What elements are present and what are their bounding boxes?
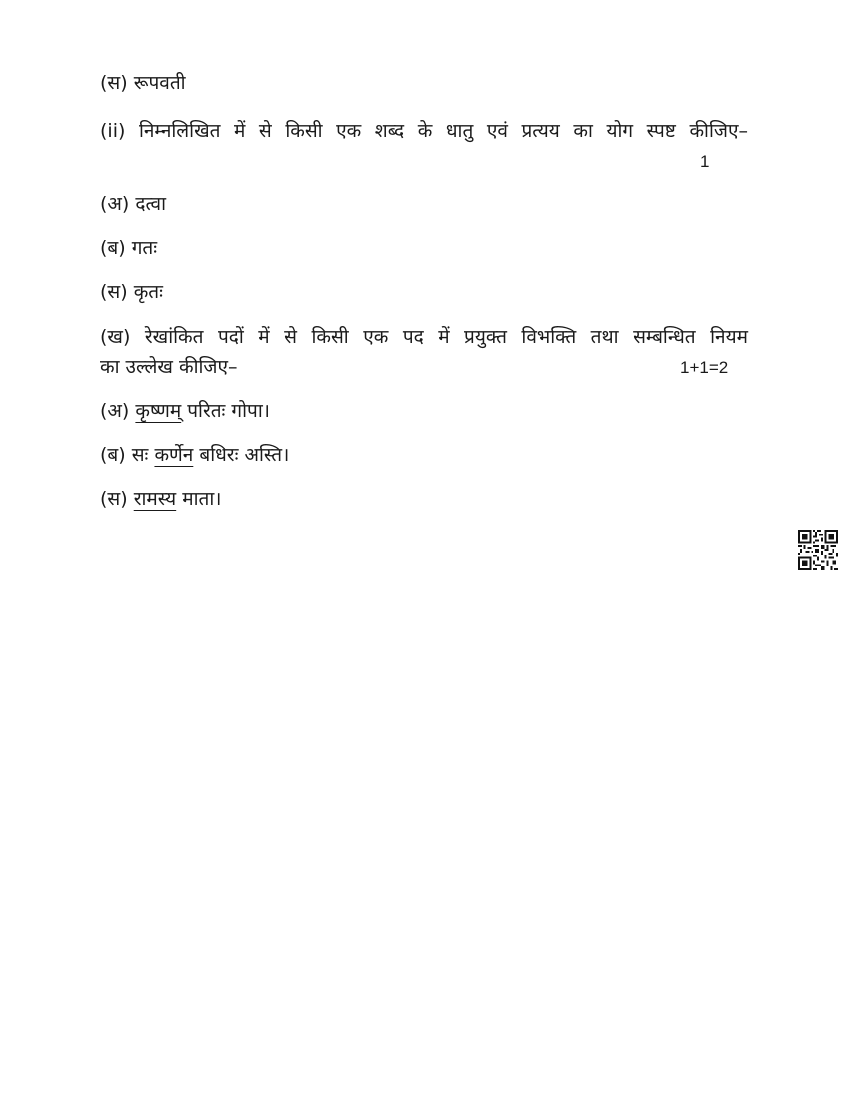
option-s-ramasya: [100, 487, 221, 511]
option-b-karnena: [100, 443, 289, 467]
option-s-rupavati: (स) रूपवती: [100, 72, 186, 94]
option-s-kritah: (स) कृतः: [100, 281, 163, 303]
question-ii: [100, 116, 748, 146]
option-a-prefix: (अ): [100, 400, 136, 422]
option-s-prefix: (स): [100, 488, 134, 510]
question-kha-text-line2: का उल्लेख कीजिए–: [100, 356, 238, 378]
question-ii-text: निम्नलिखित में से किसी एक शब्द के धातु एवं प्रत्यय का योग स्पष्ट कीजिए–: [138, 120, 749, 142]
option-b-prefix: (ब) सः: [100, 444, 155, 466]
option-a-datva: (अ) दत्वा: [100, 193, 166, 215]
underlined-word-krishnam: कृष्णम्: [135, 400, 182, 422]
question-ii-label: (ii): [100, 120, 126, 142]
option-b-gatah: (ब) गतः: [100, 237, 158, 259]
question-kha-label: (ख): [100, 326, 131, 348]
option-a-rest: परितः गोपा।: [181, 400, 270, 422]
option-s-rest: माता।: [176, 488, 222, 510]
qr-code-icon: [798, 530, 838, 570]
question-kha-text-line1: रेखांकित पदों में से किसी एक पद में प्रयुक्त विभक्ति तथा सम्बन्धित नियम: [144, 326, 748, 348]
underlined-word-ramasya: रामस्य: [133, 488, 177, 510]
underlined-word-karnena: कर्णेन: [154, 444, 194, 466]
question-kha: [100, 322, 748, 352]
question-kha-marks: 1+1=2: [680, 358, 729, 377]
option-b-rest: बधिरः अस्ति।: [193, 444, 290, 466]
option-a-krishnam: [100, 399, 270, 423]
question-ii-marks: 1: [700, 152, 710, 171]
